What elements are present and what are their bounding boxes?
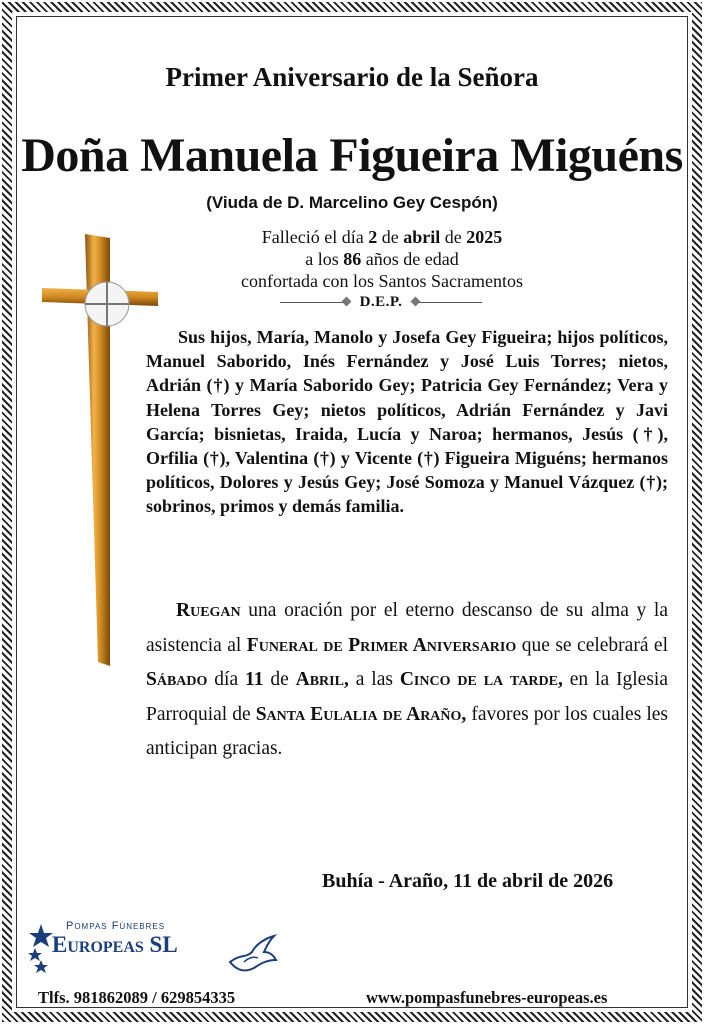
family-list: Sus hijos, María, Manolo y Josefa Gey Figueira; hijos políticos, Manuel Saborido, Inés Fernández y José Luis Torres; nietos, Adrián (†) y María Saborido Gey; Patricia Gey Fernández; Vera y Helena Torres Gey; nietos políticos, Adrián Fernández y Javi García; bisnietas, Iraida, Lucía y Naroa; hermanos, Jesús (†), Orfilia (†), Valentina (†) y Vicente (†) Figueira Miguéns; hermanos políticos, Dolores y Jesús Gey; José Somoza y Manuel Vázquez (†); sobrinos, primos y demás familia.	[146, 327, 668, 517]
funeral-home-logo	[26, 920, 286, 980]
divider-line-left	[280, 302, 350, 303]
logo-name: Europeas SL	[52, 932, 178, 957]
website-link[interactable]: www.pompasfunebres-europeas.es	[366, 988, 608, 1007]
divider-line-right	[412, 302, 482, 303]
phone-numbers: Tlfs. 981862089 / 629854335	[38, 988, 236, 1007]
deceased-name: Doña Manuela Figueira Miguéns	[21, 129, 683, 182]
dep-divider	[258, 292, 504, 312]
dep-text: D.E.P.	[359, 293, 403, 310]
death-date-line: Falleció el día 2 de abril de 2025	[261, 227, 503, 247]
logo-subtitle: Pompas Fúnebres	[66, 920, 166, 932]
dove-icon	[226, 932, 278, 976]
anniversary-heading: Primer Aniversario de la Señora	[165, 62, 539, 92]
sacraments-line: confortada con los Santos Sacramentos	[241, 271, 523, 291]
widow-of-line: (Viuda de D. Marcelino Gey Cespón)	[206, 193, 498, 212]
request-paragraph: Ruegan una oración por el eterno descanso de su alma y la asistencia al Funeral de Primer Aniversario que se celebrará el Sábado día 11 de Abril, a las Cinco de la tarde, en la Iglesia Parroquial de Santa Eulalia de Araño, favores por los cuales les anticipan gracias.	[146, 600, 669, 759]
place-and-date: Buhía - Araño, 11 de abril de 2026	[322, 870, 614, 892]
age-line: a los 86 años de edad	[305, 249, 459, 269]
